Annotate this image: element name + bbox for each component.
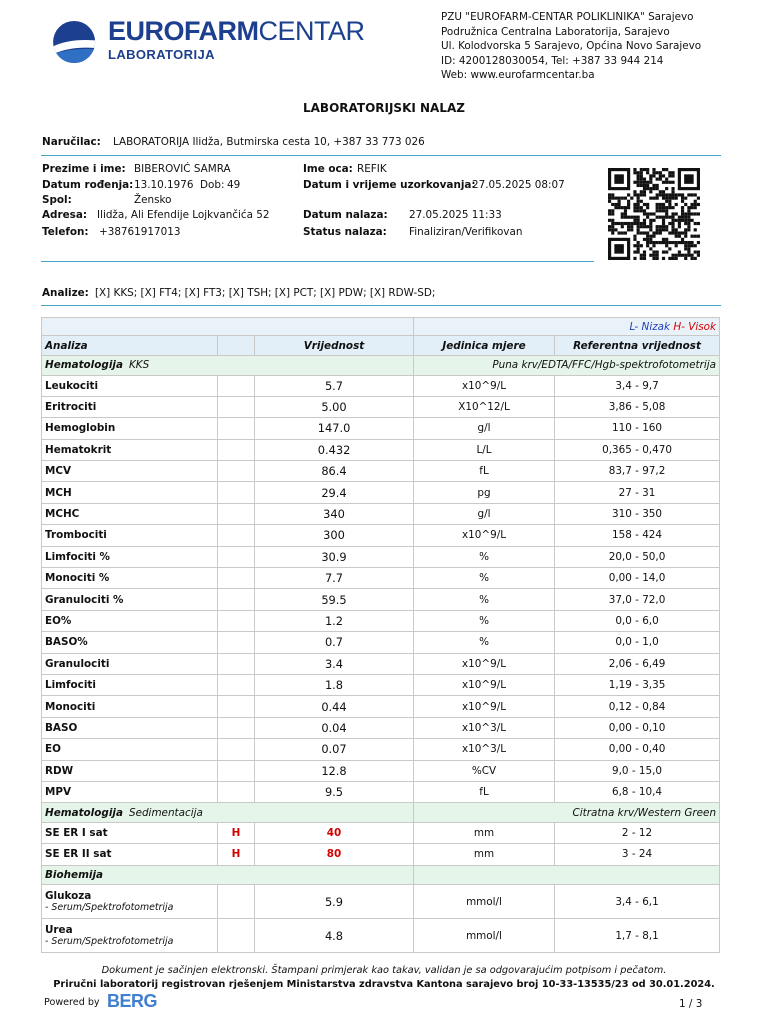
company-line: ID: 4200128030054, Tel: +387 33 944 214: [441, 54, 664, 67]
table-row: [42, 844, 720, 865]
divider: [41, 305, 721, 306]
analysis-name: Eritrociti: [42, 396, 218, 417]
reference-range: 0,00 - 14,0: [555, 568, 720, 589]
analysis-name: RDW: [42, 760, 218, 781]
patient-name: BIBEROVIĆ SAMRA: [134, 163, 231, 175]
result-value: 0.44: [255, 696, 414, 717]
table-row: [42, 653, 720, 674]
reference-range: 3,86 - 5,08: [555, 396, 720, 417]
result-value: 0.432: [255, 439, 414, 460]
company-line: Ul. Kolodvorska 5 Sarajevo, Općina Novo Sarajevo: [441, 40, 702, 53]
analysis-method: - Serum/Spektrofotometrija: [45, 902, 174, 914]
header-vrijednost: Vrijednost: [255, 336, 414, 356]
results-table: [41, 317, 720, 953]
analysis-name: Granulociti %: [42, 589, 218, 610]
result-unit: x10^9/L: [414, 674, 555, 695]
table-row: [42, 482, 720, 503]
analysis-name: [42, 919, 218, 953]
section-subtitle: KKS: [128, 359, 150, 372]
analysis-name: Monociti: [42, 696, 218, 717]
result-flag: [218, 525, 255, 546]
legend-row: [42, 318, 720, 336]
analysis-name: Hemoglobin: [42, 418, 218, 439]
analysis-name: MCV: [42, 461, 218, 482]
analysis-name: EO: [42, 739, 218, 760]
section-method: Citratna krv/Western Green: [414, 803, 720, 823]
patient-age: 49: [227, 179, 241, 191]
result-flag: [218, 461, 255, 482]
reference-range: 0,0 - 1,0: [555, 632, 720, 653]
analysis-name: MCHC: [42, 503, 218, 524]
section-method: Puna krv/EDTA/FFC/Hgb-spektrofotometrija: [414, 356, 720, 376]
analysis-method: - Serum/Spektrofotometrija: [45, 936, 174, 948]
divider: [41, 261, 594, 262]
table-row: [42, 568, 720, 589]
company-info: [441, 10, 701, 83]
powered-by-label: Powered by: [44, 997, 100, 1008]
result-value: 147.0: [255, 418, 414, 439]
result-flag: [218, 696, 255, 717]
result-value: 40: [255, 822, 414, 843]
patient-sex: Žensko: [134, 194, 172, 206]
table-row: [42, 919, 720, 953]
header-referentna: Referentna vrijednost: [555, 336, 720, 356]
result-unit: X10^12/L: [414, 396, 555, 417]
result-unit: %: [414, 632, 555, 653]
section-method: [414, 865, 720, 885]
analysis-name-text: Urea: [45, 924, 73, 937]
company-line: Web: www.eurofarmcentar.ba: [441, 69, 595, 82]
analysis-name: Trombociti: [42, 525, 218, 546]
age-label: Dob:: [200, 179, 225, 191]
result-flag: [218, 885, 255, 919]
analysis-name: Limfociti: [42, 674, 218, 695]
patient-phone: +38761917013: [99, 226, 181, 238]
result-value: 300: [255, 525, 414, 546]
result-flag: [218, 375, 255, 396]
table-row: [42, 525, 720, 546]
result-value: 1.8: [255, 674, 414, 695]
result-flag: [218, 674, 255, 695]
result-value: 1.2: [255, 610, 414, 631]
result-flag: [218, 503, 255, 524]
result-flag: [218, 739, 255, 760]
result-unit: L/L: [414, 439, 555, 460]
qr-code-icon: [606, 168, 702, 260]
table-row: [42, 885, 720, 919]
analysis-name: MPV: [42, 781, 218, 802]
table-row: [42, 610, 720, 631]
table-row: [42, 739, 720, 760]
report-status: Finaliziran/Verifikovan: [409, 226, 523, 238]
page-number: 1 / 3: [679, 998, 703, 1010]
result-unit: x10^3/L: [414, 739, 555, 760]
result-value: 0.07: [255, 739, 414, 760]
result-value: 5.00: [255, 396, 414, 417]
reference-range: 1,7 - 8,1: [555, 919, 720, 953]
result-value: 30.9: [255, 546, 414, 567]
section-title: [42, 356, 414, 376]
analize-value: [X] KKS; [X] FT4; [X] FT3; [X] TSH; [X] PCT; [X] PDW; [X] RDW-SD;: [95, 287, 436, 299]
patient-dob: 13.10.1976: [134, 179, 194, 191]
section-name: Hematologija: [45, 806, 123, 819]
analysis-name: BASO%: [42, 632, 218, 653]
result-value: 5.9: [255, 885, 414, 919]
result-flag: [218, 632, 255, 653]
result-unit: %: [414, 610, 555, 631]
result-value: 7.7: [255, 568, 414, 589]
section-row: [42, 356, 720, 376]
result-value: 340: [255, 503, 414, 524]
result-unit: %: [414, 568, 555, 589]
table-row: [42, 674, 720, 695]
table-row: [42, 461, 720, 482]
result-value: 59.5: [255, 589, 414, 610]
result-unit: %: [414, 546, 555, 567]
table-row: [42, 717, 720, 738]
address-label: Adresa:: [42, 209, 88, 221]
result-value: 0.7: [255, 632, 414, 653]
section-subtitle: Sedimentacija: [128, 806, 203, 819]
analysis-name: Granulociti: [42, 653, 218, 674]
table-row: [42, 760, 720, 781]
reference-range: 9,0 - 15,0: [555, 760, 720, 781]
eurofarm-logo-icon: [52, 20, 102, 64]
narucilac-label: Naručilac:: [42, 136, 101, 148]
table-row: [42, 546, 720, 567]
company-line: Podružnica Centralna Laboratorija, Sarajevo: [441, 25, 670, 38]
section-title: [42, 865, 414, 885]
reference-range: 20,0 - 50,0: [555, 546, 720, 567]
result-flag: [218, 781, 255, 802]
section-row: [42, 803, 720, 823]
table-row: [42, 503, 720, 524]
sampling-datetime: 27.05.2025 08:07: [472, 179, 565, 191]
analysis-name: MCH: [42, 482, 218, 503]
result-value: 12.8: [255, 760, 414, 781]
result-flag: [218, 396, 255, 417]
result-unit: mm: [414, 844, 555, 865]
analysis-name: BASO: [42, 717, 218, 738]
result-unit: g/l: [414, 503, 555, 524]
result-unit: %CV: [414, 760, 555, 781]
reference-range: 3,4 - 6,1: [555, 885, 720, 919]
narucilac-value: LABORATORIJA Ilidža, Butmirska cesta 10, +387 33 773 026: [113, 136, 425, 148]
analize-label: Analize:: [42, 287, 89, 299]
table-row: [42, 418, 720, 439]
result-unit: mm: [414, 822, 555, 843]
result-flag: H: [218, 844, 255, 865]
table-row: [42, 632, 720, 653]
analysis-name: Limfociti %: [42, 546, 218, 567]
report-date: 27.05.2025 11:33: [409, 209, 502, 221]
analysis-name: Hematokrit: [42, 439, 218, 460]
analysis-name: [42, 885, 218, 919]
name-label: Prezime i ime:: [42, 163, 126, 175]
result-flag: [218, 568, 255, 589]
father-label: Ime oca:: [303, 163, 353, 175]
result-flag: [218, 717, 255, 738]
document-title: LABORATORIJSKI NALAZ: [303, 101, 465, 115]
divider: [41, 155, 721, 156]
table-row: [42, 822, 720, 843]
analysis-name: SE ER I sat: [42, 822, 218, 843]
result-unit: x10^9/L: [414, 653, 555, 674]
patient-address: Ilidža, Ali Efendije Lojkvančića 52: [97, 209, 270, 221]
result-unit: fL: [414, 461, 555, 482]
berg-logo: BERG: [107, 991, 158, 1011]
result-flag: [218, 418, 255, 439]
reference-range: 0,365 - 0,470: [555, 439, 720, 460]
reference-range: 2,06 - 6,49: [555, 653, 720, 674]
table-row: [42, 589, 720, 610]
result-flag: [218, 653, 255, 674]
brand-name: EUROFARMCENTAR: [108, 16, 365, 46]
result-unit: g/l: [414, 418, 555, 439]
reference-range: 110 - 160: [555, 418, 720, 439]
result-flag: [218, 439, 255, 460]
result-value: 5.7: [255, 375, 414, 396]
father-name: REFIK: [357, 163, 387, 175]
result-flag: [218, 589, 255, 610]
section-name: Biohemija: [45, 868, 104, 881]
section-row: [42, 865, 720, 885]
footer-registration: Priručni laboratorij registrovan rješenjem Ministarstva zdravstva Kantona sarajevo broj 10-33-13535/23 od 30.01.2024.: [53, 979, 715, 990]
company-line: PZU "EUROFARM-CENTAR POLIKLINIKA" Sarajevo: [441, 11, 694, 23]
sex-label: Spol:: [42, 194, 72, 206]
table-header-row: [42, 336, 720, 356]
reference-range: 3,4 - 9,7: [555, 375, 720, 396]
reference-range: 310 - 350: [555, 503, 720, 524]
table-row: [42, 781, 720, 802]
section-name: Hematologija: [45, 359, 123, 372]
table-row: [42, 696, 720, 717]
result-value: 3.4: [255, 653, 414, 674]
section-title: [42, 803, 414, 823]
reference-range: 158 - 424: [555, 525, 720, 546]
reference-range: 0,12 - 0,84: [555, 696, 720, 717]
result-unit: mmol/l: [414, 885, 555, 919]
reference-range: 0,0 - 6,0: [555, 610, 720, 631]
result-unit: %: [414, 589, 555, 610]
result-flag: [218, 546, 255, 567]
sampling-label: Datum i vrijeme uzorkovanja:: [303, 179, 476, 191]
result-flag: H: [218, 822, 255, 843]
dob-label: Datum rođenja:: [42, 179, 134, 191]
result-unit: mmol/l: [414, 919, 555, 953]
result-value: 80: [255, 844, 414, 865]
table-row: [42, 375, 720, 396]
reference-range: 83,7 - 97,2: [555, 461, 720, 482]
brand-subtitle: LABORATORIJA: [108, 47, 215, 62]
table-row: [42, 396, 720, 417]
table-row: [42, 439, 720, 460]
reference-range: 0,00 - 0,40: [555, 739, 720, 760]
reference-range: 2 - 12: [555, 822, 720, 843]
analysis-name: Leukociti: [42, 375, 218, 396]
analysis-name: Monociti %: [42, 568, 218, 589]
footer-disclaimer: Dokument je sačinjen elektronski. Štampani primjerak kao takav, validan je sa odgovarajućim potpisom i pečatom.: [101, 965, 667, 976]
result-value: 86.4: [255, 461, 414, 482]
analysis-name-text: Glukoza: [45, 890, 92, 903]
analysis-name: EO%: [42, 610, 218, 631]
result-value: 4.8: [255, 919, 414, 953]
result-value: 29.4: [255, 482, 414, 503]
header-flag: [218, 336, 255, 356]
result-flag: [218, 919, 255, 953]
result-flag: [218, 482, 255, 503]
report-date-label: Datum nalaza:: [303, 209, 388, 221]
reference-range: 37,0 - 72,0: [555, 589, 720, 610]
phone-label: Telefon:: [42, 226, 89, 238]
result-flag: [218, 760, 255, 781]
legend-low: L- Nizak: [629, 320, 671, 333]
result-unit: pg: [414, 482, 555, 503]
header-analiza: Analiza: [42, 336, 218, 356]
legend-high: H- Visok: [673, 320, 717, 333]
result-value: 0.04: [255, 717, 414, 738]
result-unit: x10^3/L: [414, 717, 555, 738]
result-unit: x10^9/L: [414, 696, 555, 717]
result-unit: fL: [414, 781, 555, 802]
result-value: 9.5: [255, 781, 414, 802]
result-flag: [218, 610, 255, 631]
header-jedinica: Jedinica mjere: [414, 336, 555, 356]
reference-range: 3 - 24: [555, 844, 720, 865]
result-unit: x10^9/L: [414, 375, 555, 396]
status-label: Status nalaza:: [303, 226, 387, 238]
analysis-name: SE ER II sat: [42, 844, 218, 865]
reference-range: 6,8 - 10,4: [555, 781, 720, 802]
reference-range: 1,19 - 3,35: [555, 674, 720, 695]
reference-range: 0,00 - 0,10: [555, 717, 720, 738]
reference-range: 27 - 31: [555, 482, 720, 503]
result-unit: x10^9/L: [414, 525, 555, 546]
